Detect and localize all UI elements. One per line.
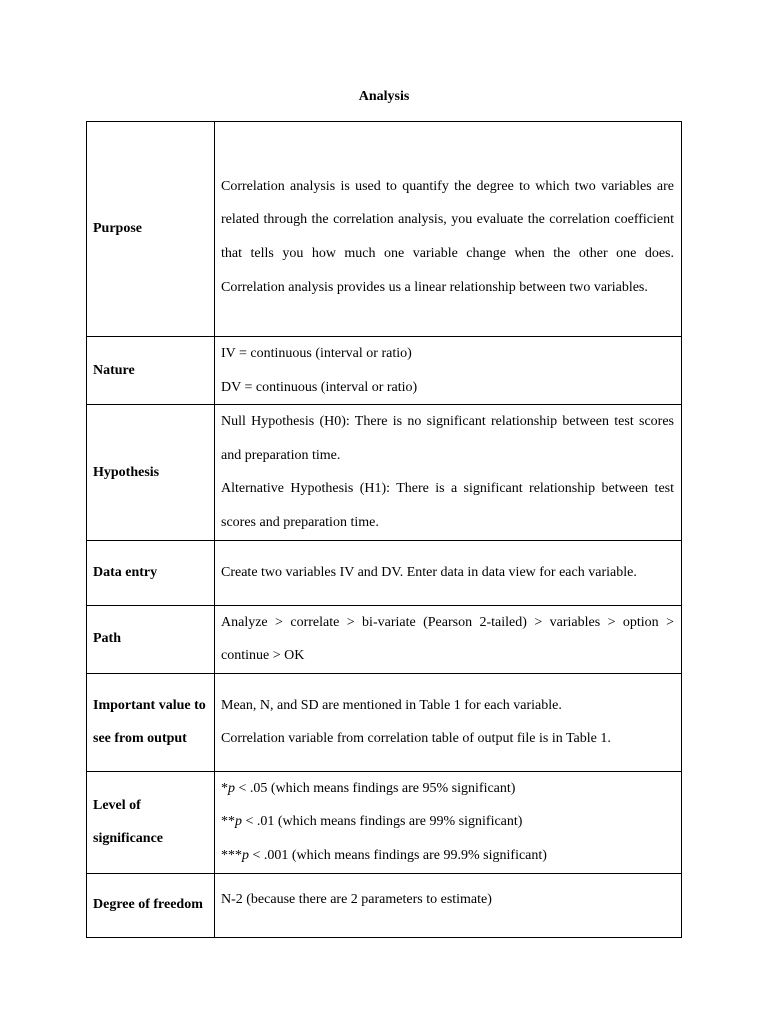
nature-iv-line: IV = continuous (interval or ratio) [221, 346, 412, 361]
table-row-level-of-significance [87, 771, 682, 873]
significance-stars: * [221, 780, 228, 796]
significance-stars: ** [221, 814, 235, 830]
table-row-nature [87, 337, 682, 405]
row-label-path: Path [87, 605, 215, 673]
row-label-data-entry: Data entry [87, 540, 215, 605]
row-label-hypothesis: Hypothesis [87, 405, 215, 540]
row-content-level-of-significance [215, 771, 682, 873]
important-value-line: Mean, N, and SD are mentioned in Table 1 for each variable. [221, 697, 562, 713]
important-value-line: Correlation variable from correlation table of output file is in Table 1. [221, 731, 611, 747]
row-content-path: Analyze > correlate > bi-variate (Pearson 2-tailed) > variables > option > continue > OK [215, 605, 682, 673]
table-row-degree-of-freedom [87, 873, 682, 937]
significance-level-line [221, 805, 674, 839]
table-row-purpose [87, 122, 682, 337]
row-content-nature [215, 337, 682, 405]
table-row-data-entry [87, 540, 682, 605]
significance-level-line [221, 772, 674, 806]
p-symbol: p [235, 814, 242, 830]
page-title: Analysis [358, 89, 410, 104]
row-label-level-of-significance: Level of significance [87, 771, 215, 873]
significance-text: < .001 (which means findings are 99.9% significant) [249, 847, 547, 863]
table-row-important-value [87, 673, 682, 771]
alternative-hypothesis-text: Alternative Hypothesis (H1): There is a significant relationship between test scores and preparation time. [221, 481, 674, 530]
row-label-nature: Nature [87, 337, 215, 405]
row-label-degree-of-freedom: Degree of freedom [87, 873, 215, 937]
row-label-important-value: Important value to see from output [87, 673, 215, 771]
null-hypothesis-text: Null Hypothesis (H0): There is no significant relationship between test scores and preparation time. [221, 414, 674, 463]
nature-dv-line: DV = continuous (interval or ratio) [221, 379, 418, 395]
table-row-hypothesis [87, 405, 682, 540]
row-content-hypothesis [215, 405, 682, 540]
table-row-path [87, 605, 682, 673]
row-content-purpose: Correlation analysis is used to quantify the degree to which two variables are related through the correlation analysis, you evaluate the correlation coefficient that tells you how much one variable change when the other one does. Correlation analysis provides us a linear relationship between two variables. [215, 122, 682, 337]
p-symbol: p [228, 780, 235, 796]
row-content-data-entry: Create two variables IV and DV. Enter data in data view for each variable. [215, 540, 682, 605]
row-label-purpose: Purpose [87, 122, 215, 337]
degree-of-freedom-text: N-2 (because there are 2 parameters to estimate) [221, 892, 492, 908]
significance-level-line [221, 839, 674, 873]
significance-text: < .05 (which means findings are 95% significant) [235, 780, 516, 796]
row-content-important-value [215, 673, 682, 771]
significance-stars: *** [221, 847, 242, 863]
p-symbol: p [242, 847, 249, 863]
significance-text: < .01 (which means findings are 99% significant) [242, 814, 523, 830]
analysis-table [86, 121, 682, 938]
row-content-degree-of-freedom [215, 873, 682, 937]
